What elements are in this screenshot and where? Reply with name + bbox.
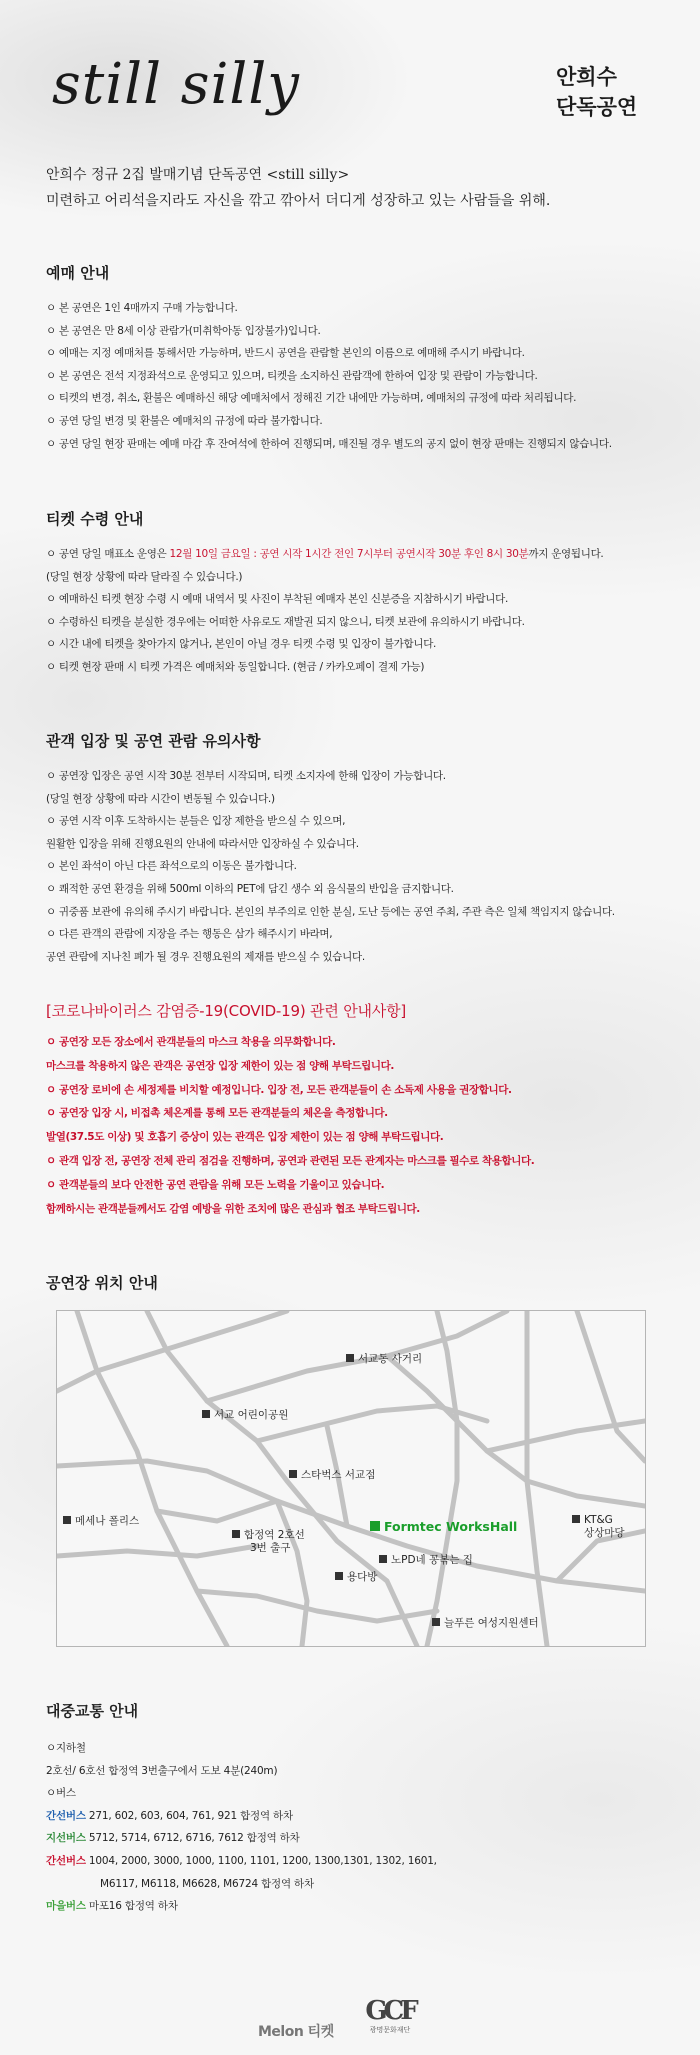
section-heading: 관객 입장 및 공연 관람 유의사항 [46,732,261,750]
subway-label: ㅇ지하철 [46,1742,86,1754]
covid-line: ㅇ 공연장 로비에 손 세정제를 비치할 예정입니다. 입장 전, 모든 관객분들이 손 소독제 사용을 권장합니다. [46,1083,512,1096]
covid-section [46,1000,676,1221]
covid-line: ㅇ 관객 입장 전, 공연장 전체 관리 점검을 진행하며, 공연과 관련된 모든 관계자는 마스크를 필수로 착용합니다. [46,1154,535,1167]
bus-label: ㅇ버스 [46,1787,76,1800]
venue-marker[interactable]: Formtec WorksHall [370,1520,517,1533]
notice-line: ㅇ 공연장 입장은 공연 시작 30분 전부터 시작되며, 티켓 소지자에 한해 입장이 가능합니다. [46,770,446,782]
covid-line: 마스크를 착용하지 않은 관객은 공연장 입장 제한이 있는 점 양해 부탁드립니다. [46,1059,394,1072]
notice-line: ㅇ 티켓 현장 판매 시 티켓 가격은 예매처와 동일합니다. (현금 / 카카오페이 결제 가능) [46,660,425,673]
covid-heading: [코로나바이러스 감염증-19(COVID-19) 관련 안내사항] [46,1002,407,1020]
foundation-mark: GCF [365,1996,415,2026]
covid-line: 발열(37.5도 이상) 및 호흡기 증상이 있는 관객은 입장 제한이 있는 점 양해 부탁드립니다. [46,1131,444,1144]
section-heading: 공연장 위치 안내 [46,1274,158,1292]
bus-village: 마을버스 마포16 합정역 하차 [46,1900,178,1913]
subway-detail: 2호선/ 6호선 합정역 3번출구에서 도보 4분(240m) [46,1764,278,1777]
covid-line: 함께하시는 관객분들께서도 감염 예방을 위한 조치에 많은 관심과 협조 부탁드립니다. [46,1202,420,1215]
footer [0,1995,700,2045]
bus-branch: 지선버스 5712, 5714, 6712, 6716, 7612 합정역 하차 [46,1832,300,1845]
notice-line: ㅇ 예매하신 티켓 현장 수령 시 예매 내역서 및 사진이 부착된 예매자 본인 신분증을 지참하시기 바랍니다. [46,593,509,606]
box-office-post: 까지 운영됩니다. [528,548,604,560]
transit-section [46,1700,666,1918]
map-section [46,1272,676,1307]
landmark-nopd: 노PD네 꽁볶는 집 [379,1554,473,1567]
notice-line: ㅇ 본 공연은 만 8세 이상 관람가(미취학아동 입장불가)입니다. [46,324,321,337]
notice-line: ㅇ 본 공연은 1인 4매까지 구매 가능합니다. [46,302,238,314]
notice-line: ㅇ 공연 시작 이후 도착하시는 분들은 입장 제한을 받으실 수 있으며, [46,815,346,828]
landmark-starbucks: 스타벅스 서교점 [289,1469,375,1482]
box-office-hours: 12월 10일 금요일 : 공연 시작 1시간 전인 7시부터 공연시작 30분 후인 8시 30분 [169,548,529,560]
notice-line: ㅇ 수령하신 티켓을 분실한 경우에는 어떠한 사유로도 재발권 되지 않으니, 티켓 보관에 유의하시기 바랍니다. [46,615,525,628]
intro-text [46,162,666,214]
bus-trunk-red: 간선버스 1004, 2000, 3000, 1000, 1100, 1101, 1200, 1300,1301, 1302, 1601, [46,1854,437,1867]
poster-subtitle [556,62,666,122]
landmark-yongdabang: 용다방 [335,1571,377,1584]
notice-line: 원활한 입장을 위해 진행요원의 안내에 따라서만 입장하실 수 있습니다. [46,837,359,850]
foundation-logo [362,1997,418,2035]
melon-ticket-logo: Melon 티켓 [258,2024,334,2040]
notice-line: ㅇ 다른 관객의 관람에 지장을 주는 행동은 삼가 해주시기 바라며, [46,928,333,941]
landmark-seogyo-crossroad: 서교동 사거리 [346,1353,422,1366]
notice-line: (당일 현장 상황에 따라 시간이 변동될 수 있습니다.) [46,792,275,805]
landmark-hapjeong-exit: 합정역 2호선 3번 출구 [232,1529,305,1555]
pickup-section [46,508,676,679]
section-heading: 대중교통 안내 [46,1702,139,1720]
artist-name: 안희수 [556,65,617,89]
section-heading: 예매 안내 [46,264,110,282]
notice-line: 공연 관람에 지나친 폐가 될 경우 진행요원의 제재를 받으실 수 있습니다. [46,950,365,963]
covid-line: ㅇ 공연장 입장 시, 비접촉 체온계를 통해 모든 관객분들의 체온을 측정합니다. [46,1107,388,1120]
intro-line: 미련하고 어리석을지라도 자신을 깎고 깎아서 더디게 성장하고 있는 사람들을 위해. [46,193,551,209]
notice-line: ㅇ 공연 당일 변경 및 환불은 예매처의 규정에 따라 불가합니다. [46,414,323,427]
notice-line: ㅇ 본인 좌석이 아닌 다른 좌석으로의 이동은 불가합니다. [46,860,297,873]
intro-line: 안희수 정규 2집 발매기념 단독공연 <still silly> [46,167,350,183]
venue-map[interactable] [56,1310,646,1647]
box-office-pre: ㅇ 공연 당일 매표소 운영은 [46,548,170,560]
admission-section [46,730,676,968]
bus-trunk-blue: 간선버스 271, 602, 603, 604, 761, 921 합정역 하차 [46,1809,293,1822]
concert-type: 단독공연 [556,95,638,119]
section-heading: 티켓 수령 안내 [46,510,144,528]
notice-line: ㅇ 귀중품 보관에 유의해 주시기 바랍니다. 본인의 부주의로 인한 분실, 도난 등에는 공연 주최, 주관 측은 일체 책임지지 않습니다. [46,905,615,918]
notice-line: ㅇ 쾌적한 공연 환경을 위해 500ml 이하의 PET에 담긴 생수 외 음식물의 반입을 금지합니다. [46,882,454,895]
notice-line: (당일 현장 상황에 따라 달라질 수 있습니다.) [46,570,243,583]
notice-line: ㅇ 예매는 지정 예매처를 통해서만 가능하며, 반드시 공연을 관람할 본인의 이름으로 예매해 주시기 바랍니다. [46,347,525,360]
landmark-mesena: 메세나 폴리스 [63,1515,139,1528]
poster-title: still silly [52,52,300,117]
box-office-line [46,543,676,566]
notice-line: ㅇ 공연 당일 현장 판매는 예매 마감 후 잔여석에 한하여 진행되며, 매진될 경우 별도의 공지 없이 현장 판매는 진행되지 않습니다. [46,437,612,450]
bus-trunk-red-cont: M6117, M6118, M6628, M6724 합정역 하차 [100,1877,314,1890]
landmark-women-center: 늘푸른 여성지원센터 [432,1617,539,1630]
ticketing-section [46,262,676,455]
notice-line: ㅇ 시간 내에 티켓을 찾아가지 않거나, 본인이 아닐 경우 티켓 수령 및 입장이 불가합니다. [46,638,437,651]
covid-line: ㅇ 공연장 모든 장소에서 관객분들의 마스크 착용을 의무화합니다. [46,1036,336,1048]
landmark-ktg: KT&G 상상마당 [572,1514,625,1540]
notice-line: ㅇ 본 공연은 전석 지정좌석으로 운영되고 있으며, 티켓을 소지하신 관람객에 한하여 입장 및 관람이 가능합니다. [46,369,538,382]
covid-line: ㅇ 관객분들의 보다 안전한 공연 관람을 위해 모든 노력을 기울이고 있습니다. [46,1178,385,1191]
foundation-name: 광명문화재단 [369,2026,411,2034]
landmark-seogyo-kindergarten: 서교 어린이공원 [202,1409,288,1422]
notice-line: ㅇ 티켓의 변경, 취소, 환불은 예매하신 해당 예매처에서 정해진 기간 내에만 가능하며, 예매처의 규정에 따라 처리됩니다. [46,392,577,405]
